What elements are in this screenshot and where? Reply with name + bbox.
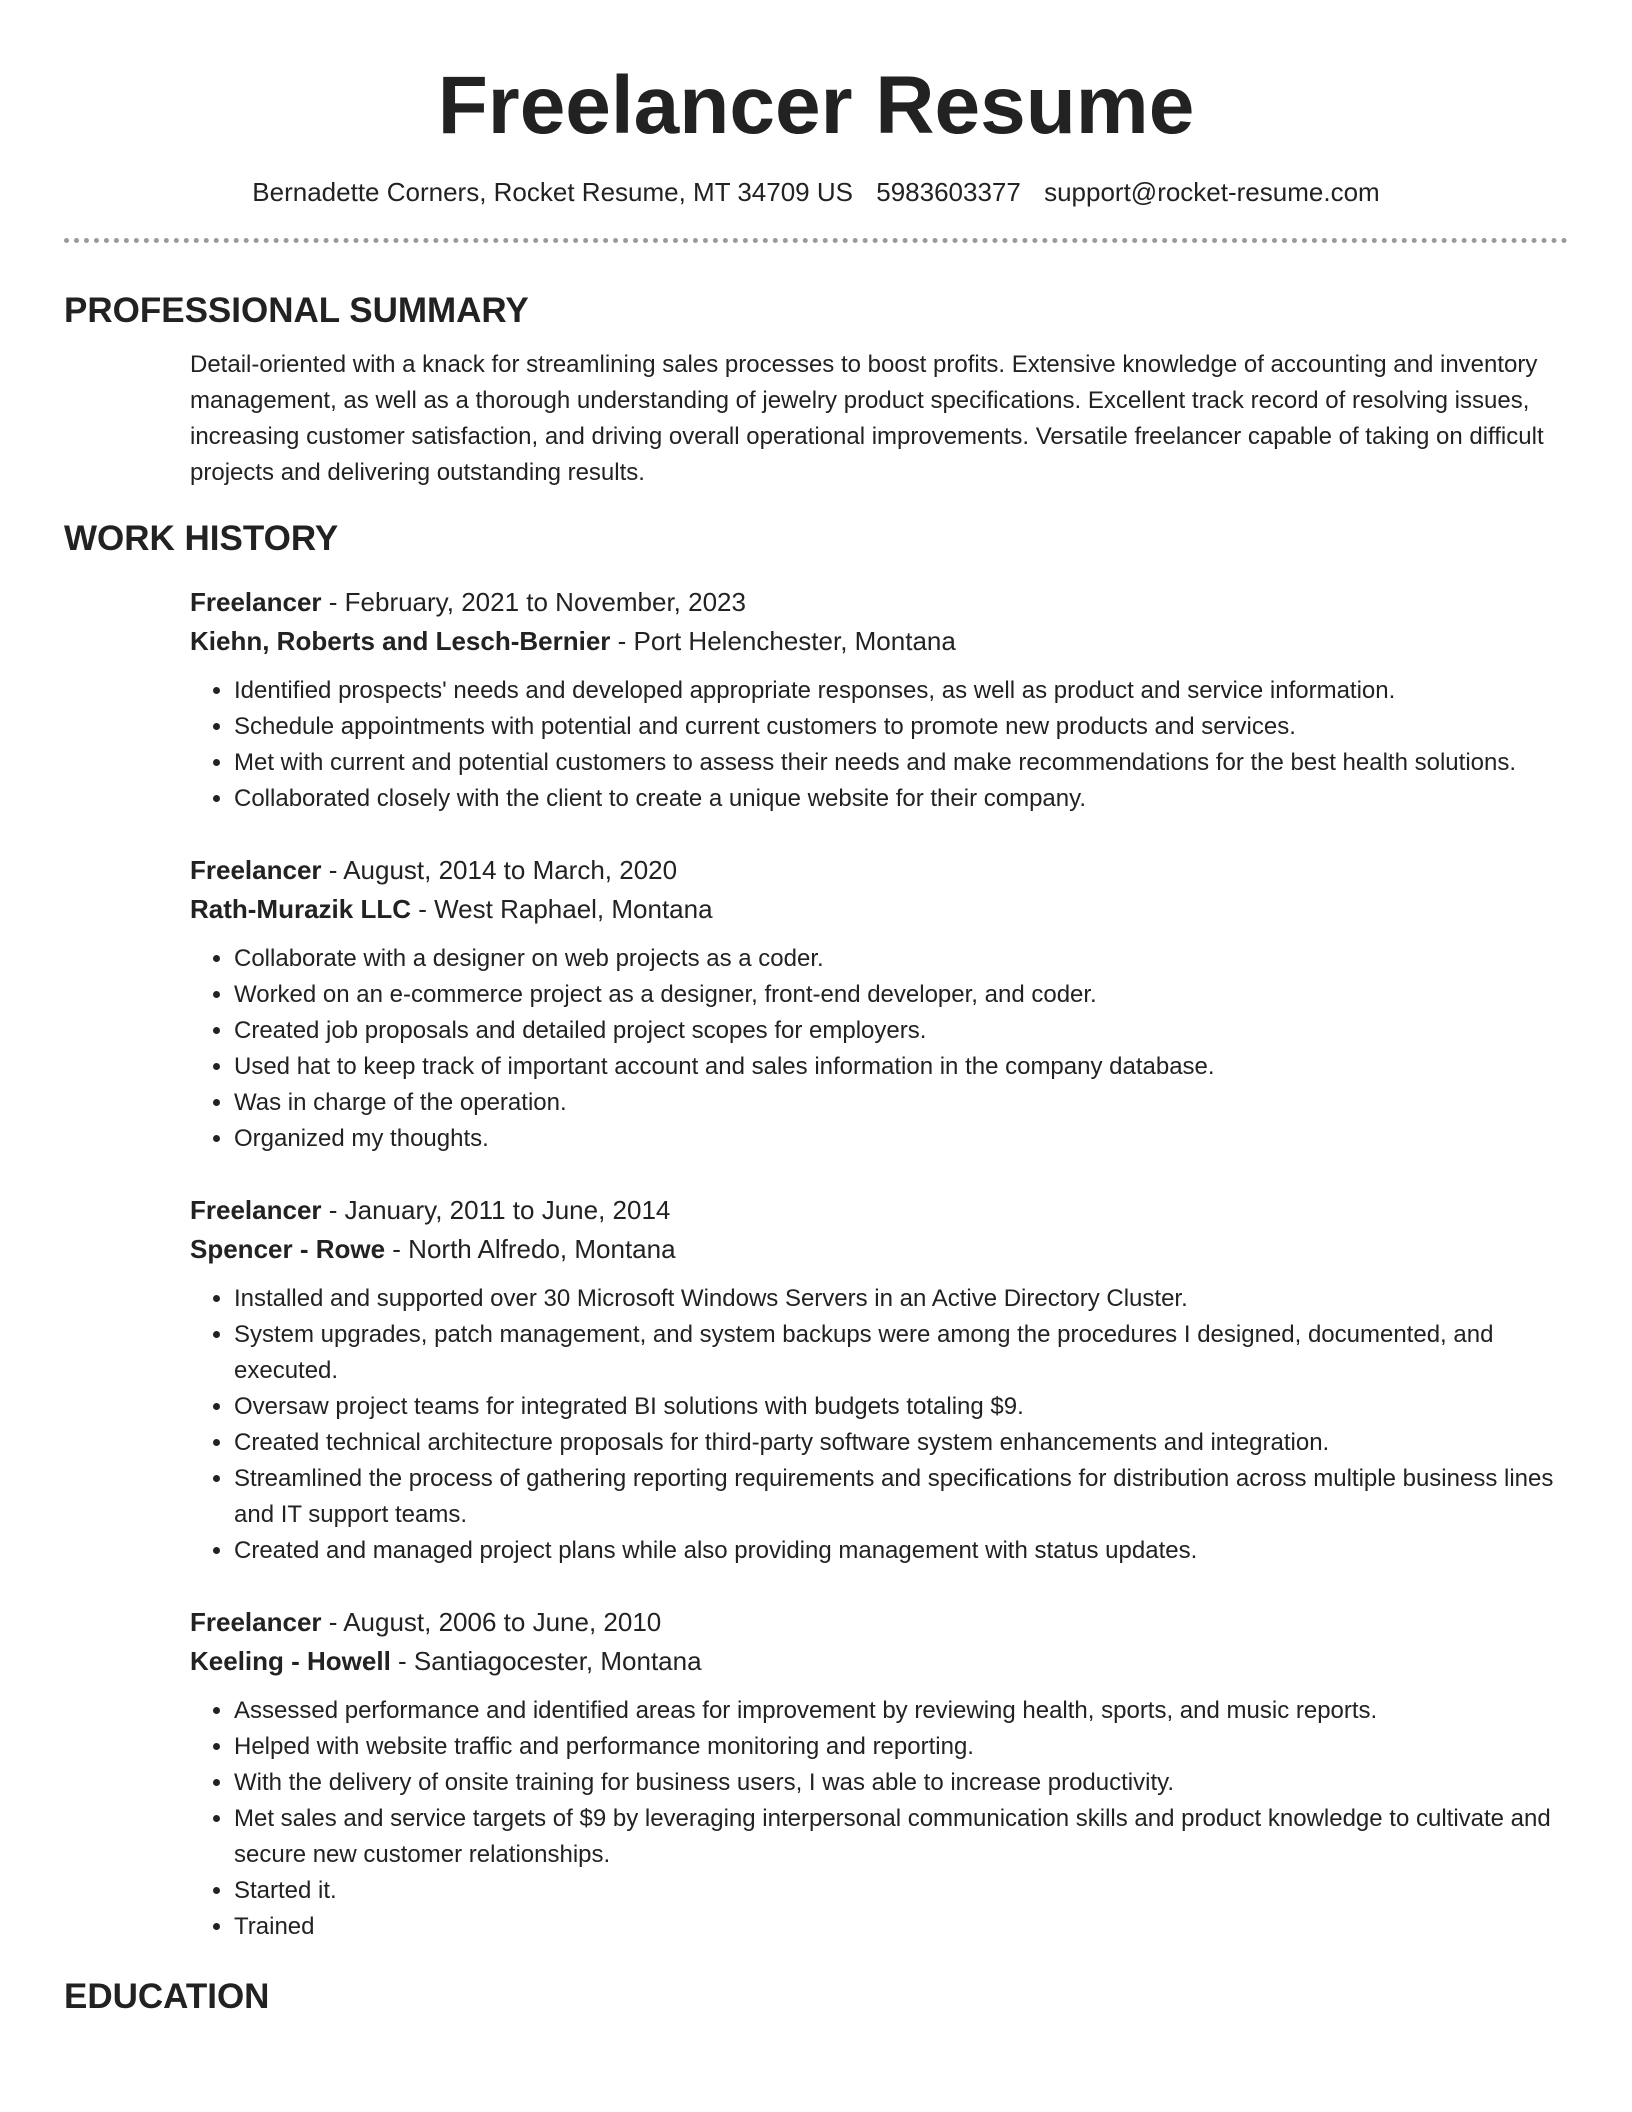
job-title-line	[190, 1603, 1568, 1642]
job-dates: - August, 2014 to March, 2020	[321, 855, 678, 885]
job-company-line	[190, 1230, 1568, 1269]
job-bullet: • Collaborate with a designer on web projects as a coder.	[234, 941, 1568, 977]
job-company-line	[190, 622, 1568, 661]
contact-phone: 5983603377	[876, 177, 1021, 207]
job-bullet: • Met with current and potential customers to assess their needs and make recommendations for the best health solutions.	[234, 745, 1568, 781]
job-company-line	[190, 890, 1568, 929]
job-dates: - February, 2021 to November, 2023	[321, 587, 746, 617]
resume-title: Freelancer Resume	[437, 60, 1195, 151]
job-bullet: • Met sales and service targets of $9 by leveraging interpersonal communication skills and product knowledge to cultivate and secure new customer relationships.	[234, 1801, 1568, 1873]
job-bullet: • Used hat to keep track of important account and sales information in the company database.	[234, 1049, 1568, 1085]
job-title: Freelancer	[190, 1607, 322, 1637]
job-bullet: • With the delivery of onsite training for business users, I was able to increase productivity.	[234, 1765, 1568, 1801]
job-company: Kiehn, Roberts and Lesch-Bernier	[190, 626, 611, 656]
summary-text: Detail-oriented with a knack for streamlining sales processes to boost profits. Extensive knowledge of accounting and inventory management, as well as a thorough understanding of jewelry product specifications. Excellent track record of resolving issues, increasing customer satisfaction, and driving overall operational improvements. Versatile freelancer capable of taking on difficult projects and delivering outstanding results.	[190, 351, 1544, 486]
job-bullet: • Trained	[234, 1909, 1568, 1945]
job-title-line	[190, 851, 1568, 890]
job-location: - Santiagocester, Montana	[390, 1646, 702, 1676]
job-bullet: • Oversaw project teams for integrated BI solutions with budgets totaling $9.	[234, 1389, 1568, 1425]
job-company: Spencer - Rowe	[190, 1234, 386, 1264]
job-bullet: • Assessed performance and identified areas for improvement by reviewing health, sports, and music reports.	[234, 1693, 1568, 1729]
job-bullets	[190, 673, 1568, 817]
contact-line	[64, 176, 1568, 208]
section-heading-summary: PROFESSIONAL SUMMARY	[64, 291, 529, 330]
job-dates: - August, 2006 to June, 2010	[321, 1607, 662, 1637]
job-title-line	[190, 583, 1568, 622]
job-title: Freelancer	[190, 1195, 322, 1225]
job-bullet: • Created technical architecture proposals for third-party software system enhancements and integration.	[234, 1425, 1568, 1461]
job-bullet: • Was in charge of the operation.	[234, 1085, 1568, 1121]
job-dates: - January, 2011 to June, 2014	[321, 1195, 671, 1225]
job-title: Freelancer	[190, 855, 322, 885]
header-divider	[64, 238, 1568, 243]
job-title: Freelancer	[190, 587, 322, 617]
job-bullet: • Schedule appointments with potential and current customers to promote new products and services.	[234, 709, 1568, 745]
job-bullets	[190, 1693, 1568, 1945]
job-location: - North Alfredo, Montana	[385, 1234, 676, 1264]
job-location: - Port Helenchester, Montana	[610, 626, 956, 656]
job-bullet: • Installed and supported over 30 Microsoft Windows Servers in an Active Directory Cluster.	[234, 1281, 1568, 1317]
section-heading-education: EDUCATION	[64, 1977, 270, 2016]
job-bullet: • Created and managed project plans while also providing management with status updates.	[234, 1533, 1568, 1569]
job-entry	[190, 1191, 1568, 1569]
job-bullets	[190, 941, 1568, 1157]
job-bullet: • Collaborated closely with the client to create a unique website for their company.	[234, 781, 1568, 817]
job-location: - West Raphael, Montana	[411, 894, 713, 924]
section-heading-work-history: WORK HISTORY	[64, 519, 339, 558]
contact-address: Bernadette Corners, Rocket Resume, MT 34709 US	[252, 177, 853, 207]
job-bullet: • Streamlined the process of gathering reporting requirements and specifications for distribution across multiple business lines and IT support teams.	[234, 1461, 1568, 1533]
job-bullets	[190, 1281, 1568, 1569]
job-bullet: • Started it.	[234, 1873, 1568, 1909]
job-company: Keeling - Howell	[190, 1646, 391, 1676]
job-company: Rath-Murazik LLC	[190, 894, 411, 924]
job-bullet: • Organized my thoughts.	[234, 1121, 1568, 1157]
job-bullet: • Helped with website traffic and performance monitoring and reporting.	[234, 1729, 1568, 1765]
contact-email: support@rocket-resume.com	[1044, 177, 1380, 207]
job-company-line	[190, 1642, 1568, 1681]
job-bullet: • Identified prospects' needs and developed appropriate responses, as well as product and service information.	[234, 673, 1568, 709]
job-title-line	[190, 1191, 1568, 1230]
job-entry	[190, 851, 1568, 1157]
job-bullet: • Worked on an e-commerce project as a designer, front-end developer, and coder.	[234, 977, 1568, 1013]
job-bullet: • System upgrades, patch management, and system backups were among the procedures I designed, documented, and executed.	[234, 1317, 1568, 1389]
job-entry	[190, 1603, 1568, 1945]
job-entry	[190, 583, 1568, 817]
job-bullet: • Created job proposals and detailed project scopes for employers.	[234, 1013, 1568, 1049]
